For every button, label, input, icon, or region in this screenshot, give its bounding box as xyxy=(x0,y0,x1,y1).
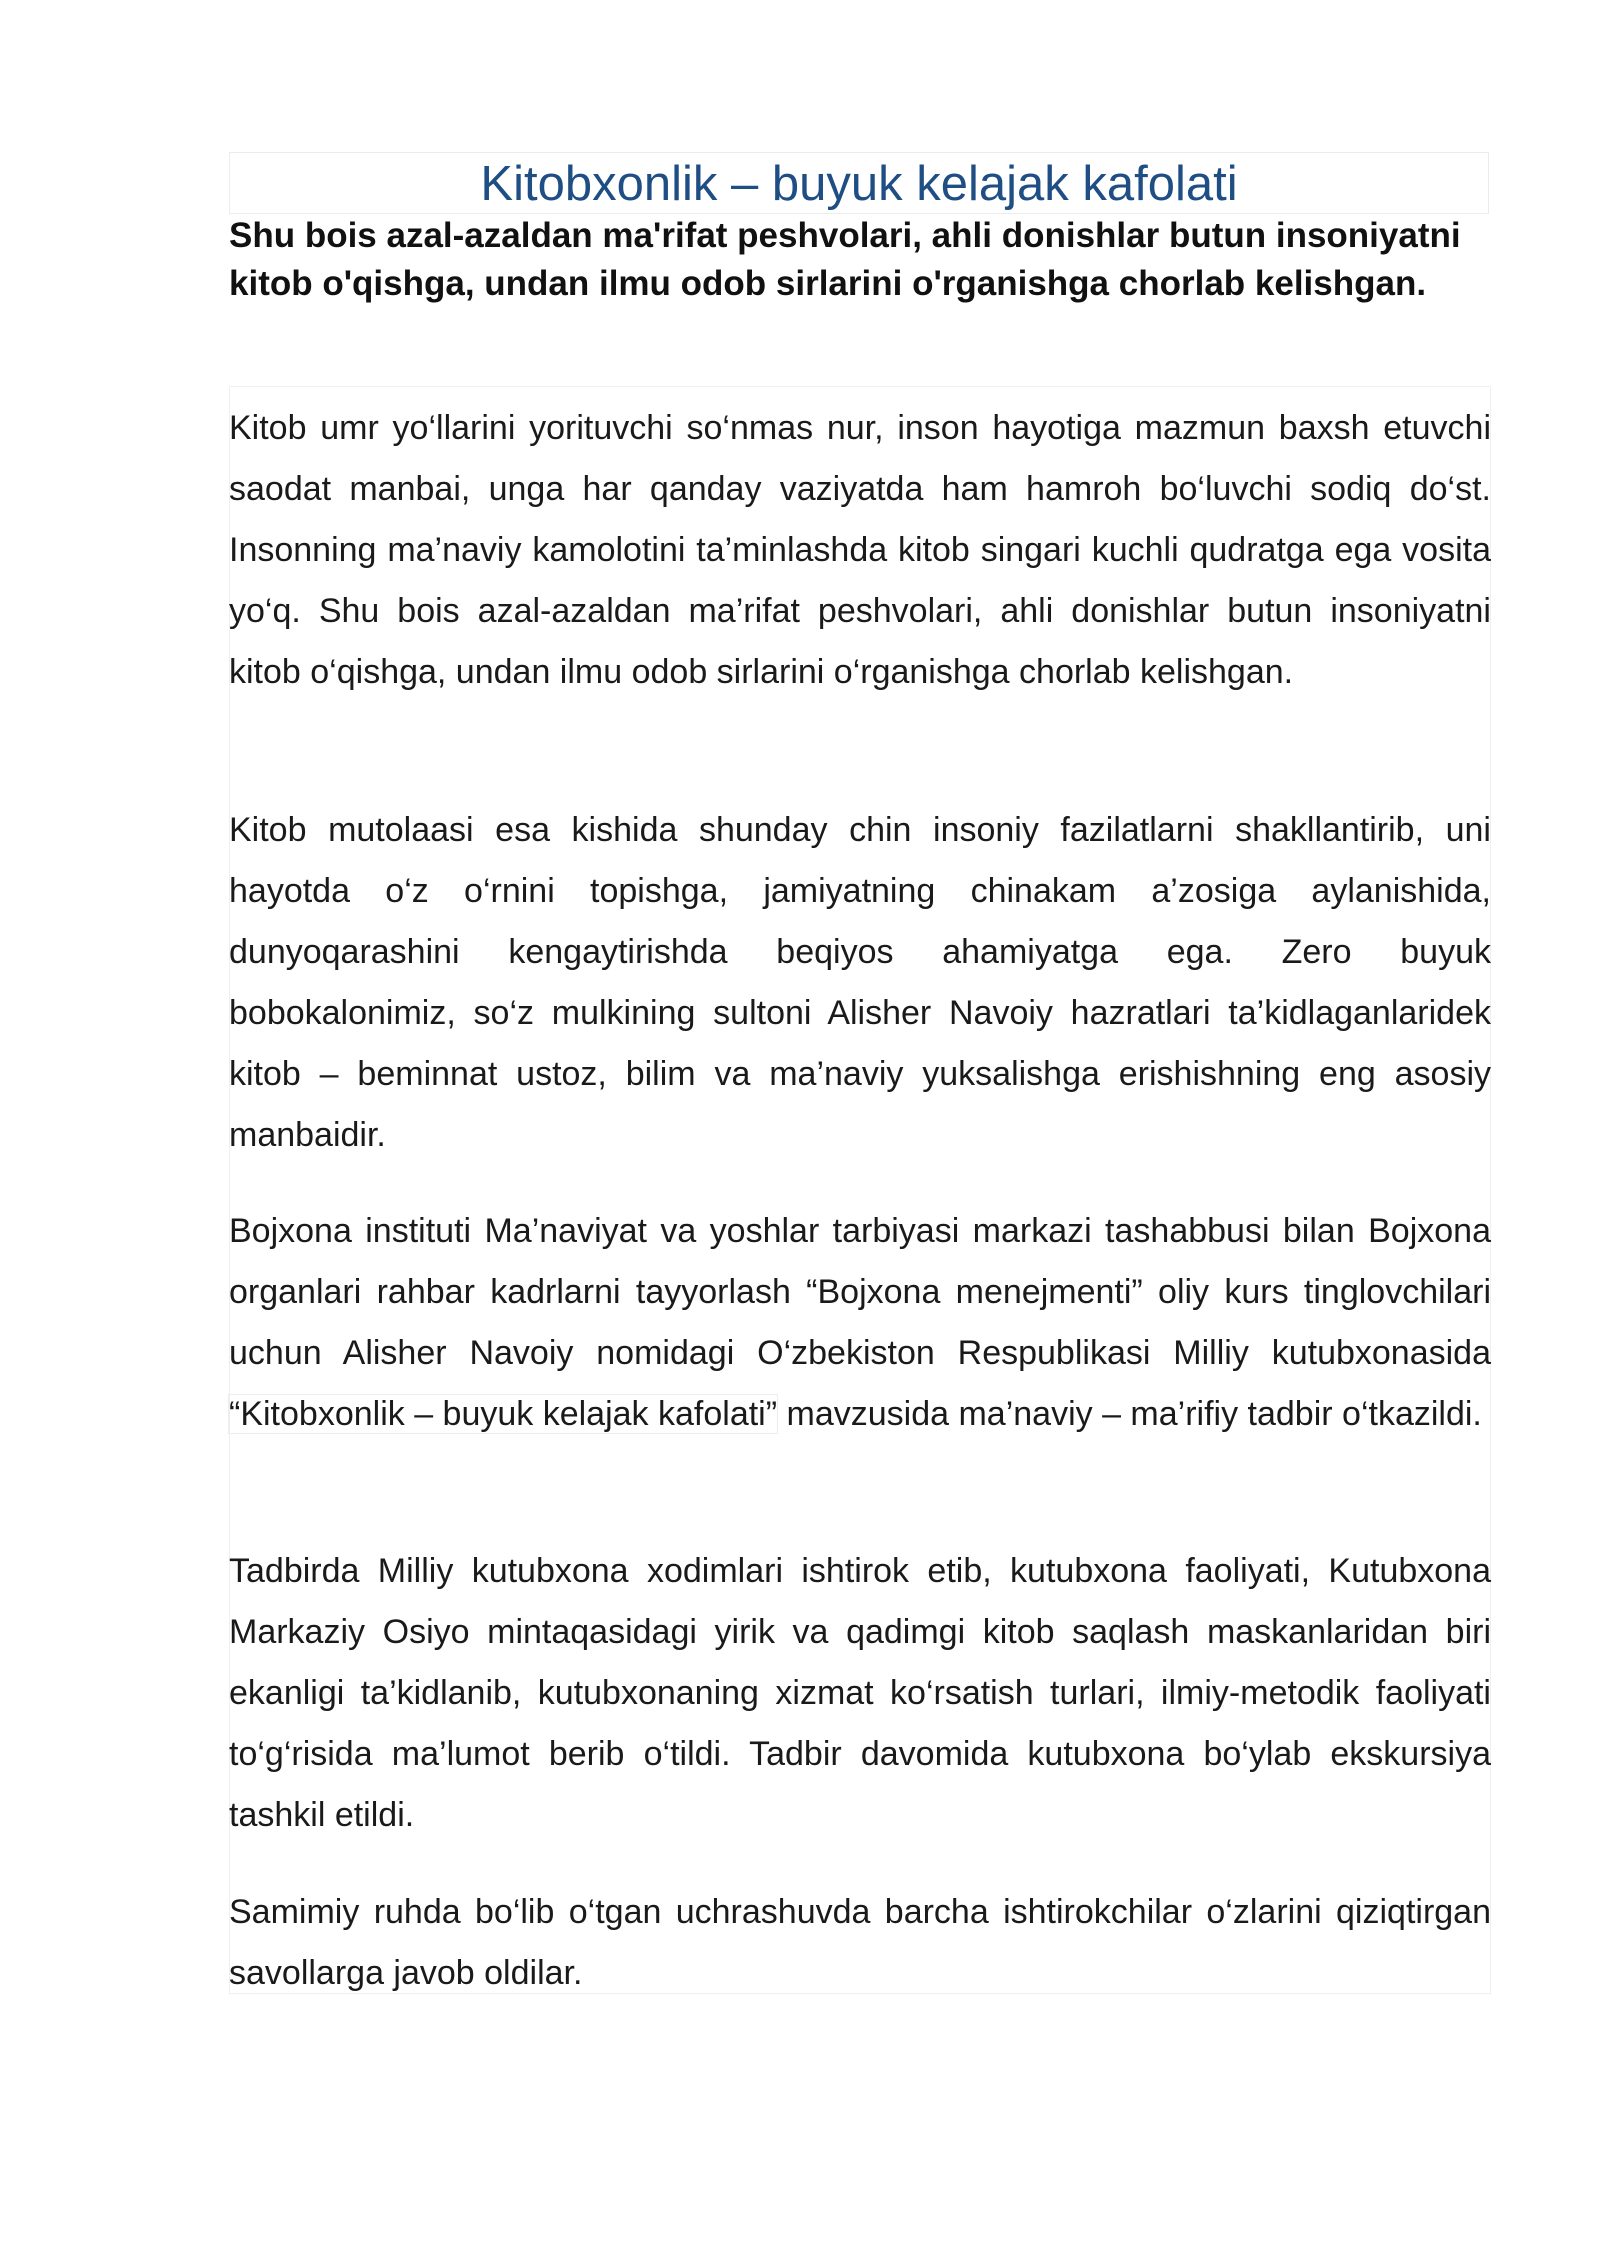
paragraph-3-before: Bojxona instituti Ma’naviyat va yoshlar tarbiyasi markazi tashabbusi bilan Bojxona organlari rahbar kadrlarni tayyorlash “Bojxona menejmenti” oliy kurs tinglovchilari uchun Alisher Navoiy nomidagi O‘zbekiston Respublikasi Milliy kutubxonasida xyxy=(229,1212,1491,1372)
paragraph-4: Tadbirda Milliy kutubxona xodimlari ishtirok etib, kutubxona faoliyati, Kutubxona Markaziy Osiyo mintaqasidagi yirik va qadimgi kitob saqlash maskanlaridan biri ekanligi ta’kidlanib, kutubxonaning xizmat ko‘rsatish turlari, ilmiy-metodik faoliyati to‘g‘risida ma’lumot berib o‘tildi. Tadbir davomida kutubxona bo‘ylab ekskursiya tashkil etildi. xyxy=(229,1552,1491,1834)
title-box xyxy=(229,152,1489,214)
paragraph-1: Kitob umr yo‘llarini yorituvchi so‘nmas nur, inson hayotiga mazmun baxsh etuvchi saodat manbai, unga har qanday vaziyatda ham hamroh bo‘luvchi sodiq do‘st. Insonning ma’naviy kamolotini ta’minlashda kitob singari kuchli qudratga ega vosita yo‘q. Shu bois azal-azaldan ma’rifat peshvolari, ahli donishlar butun insoniyatni kitob o‘qishga, undan ilmu odob sirlarini o‘rganishga chorlab kelishgan. xyxy=(229,409,1491,691)
article-title: Kitobxonlik – buyuk kelajak kafolati xyxy=(480,157,1238,211)
paragraph-3 xyxy=(229,1201,1491,1445)
article-lead: Shu bois azal-azaldan ma'rifat peshvolari, ahli donishlar butun insoniyatni kitob o'qishga, undan ilmu odob sirlarini o'rganishga chorlab kelishgan. xyxy=(229,216,1461,303)
paragraph-5: Samimiy ruhda bo‘lib o‘tgan uchrashuvda barcha ishtirokchilar o‘zlarini qiziqtirgan savollarga javob oldilar. xyxy=(229,1893,1491,1992)
paragraph-3-after: mavzusida ma’naviy – ma’rifiy tadbir o‘tkazildi. xyxy=(777,1395,1482,1433)
paragraph-2: Kitob mutolaasi esa kishida shunday chin insoniy fazilatlarni shakllantirib, uni hayotda o‘z o‘rnini topishga, jamiyatning chinakam a’zosiga aylanishida, dunyoqarashini kengaytirishda beqiyos ahamiyatga ega. Zero buyuk bobokalonimiz, so‘z mulkining sultoni Alisher Navoiy hazratlari ta’kidlaganlaridek kitob – beminnat ustoz, bilim va ma’naviy yuksalishga erishishning eng asosiy manbaidir. xyxy=(229,811,1491,1154)
paragraph-3-event-title: “Kitobxonlik – buyuk kelajak kafolati” xyxy=(229,1395,778,1433)
